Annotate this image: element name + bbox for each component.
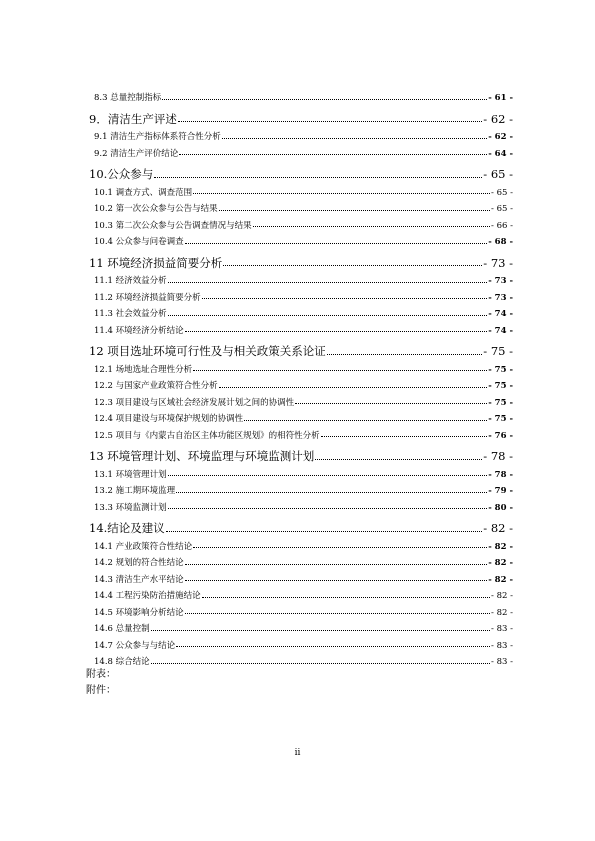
toc-section-entry[interactable] — [89, 391, 513, 408]
toc-entry-page: - 78 - — [483, 449, 513, 463]
toc-chapter-entry[interactable] — [89, 440, 513, 463]
toc-entry-page: - 83 - — [491, 624, 513, 634]
toc-chapter-entry[interactable] — [89, 247, 513, 270]
dot-leader — [185, 243, 488, 244]
dot-leader — [168, 282, 488, 283]
toc-entry-title: 10.2 第一次公众参与公告与结果 — [94, 204, 218, 214]
toc-entry-title: 9．清洁生产评述 — [89, 111, 177, 126]
dot-leader — [154, 177, 482, 178]
toc-entry-title: 12.4 项目建设与环境保护规划的协调性 — [94, 414, 244, 424]
toc-entry-page: - 82 - — [488, 574, 513, 585]
toc-section-entry[interactable] — [89, 214, 513, 231]
toc-entry-title: 8.3 总量控制指标 — [94, 93, 162, 103]
toc-section-entry[interactable] — [89, 86, 513, 103]
toc-entry-title: 12.2 与国家产业政策符合性分析 — [94, 381, 218, 391]
toc-section-entry[interactable] — [89, 650, 513, 667]
toc-chapter-entry[interactable] — [89, 512, 513, 535]
dot-leader — [151, 663, 490, 664]
dot-leader — [178, 121, 482, 122]
toc-section-entry[interactable] — [89, 125, 513, 142]
toc-entry-page: - 83 - — [491, 657, 513, 667]
toc-entry-page: - 82 - — [488, 541, 513, 552]
toc-entry-title: 13.3 环境监测计划 — [94, 502, 167, 513]
toc-entry-title: 14.2 规划的符合性结论 — [94, 558, 184, 568]
toc-section-entry[interactable] — [89, 617, 513, 634]
toc-entry-page: - 75 - — [483, 344, 513, 358]
toc-entry-page: - 73 - — [483, 255, 513, 270]
toc-entry-title: 12.1 场地选址合理性分析 — [94, 364, 193, 375]
toc-entry-title: 11.3 社会效益分析 — [94, 309, 167, 319]
toc-entry-title: 14.结论及建议 — [89, 521, 165, 535]
toc-entry-page: - 78 - — [488, 469, 513, 480]
toc-entry-page: - 65 - — [491, 187, 513, 198]
toc-entry-page: - 82 - — [488, 558, 513, 568]
appendix-tables-label: 附表： — [86, 668, 116, 680]
dot-leader — [168, 508, 488, 509]
toc-entry-title: 13 环境管理计划、环境监理与环境监测计划 — [89, 449, 315, 463]
toc-section-entry[interactable] — [89, 479, 513, 496]
toc-entry-page: - 65 - — [483, 167, 513, 181]
page-number: ii — [294, 748, 301, 758]
toc-section-entry[interactable] — [89, 358, 513, 375]
toc-section-entry[interactable] — [89, 601, 513, 618]
toc-section-entry[interactable] — [89, 634, 513, 651]
dot-leader — [321, 436, 488, 437]
toc-entry-title: 9.1 清洁生产指标体系符合性分析 — [94, 132, 221, 142]
toc-entry-title: 9.2 清洁生产评价结论 — [94, 148, 179, 159]
toc-entry-page: - 73 - — [488, 276, 513, 286]
dot-leader — [185, 613, 490, 614]
toc-entry-page: - 62 - — [483, 111, 513, 126]
dot-leader — [315, 459, 482, 460]
toc-entry-title: 10.4 公众参与问卷调查 — [94, 237, 184, 247]
toc-entry-title: 12.5 项目与《内蒙古自治区主体功能区规划》的相符性分析 — [94, 430, 320, 441]
dot-leader — [185, 564, 488, 565]
toc-entry-page: - 74 - — [488, 325, 513, 336]
toc-section-entry[interactable] — [89, 424, 513, 441]
toc-entry-title: 11.1 经济效益分析 — [94, 276, 167, 286]
toc-entry-page: - 61 - — [488, 93, 513, 103]
toc-entry-title: 10.公众参与 — [89, 167, 154, 181]
dot-leader — [166, 531, 482, 532]
toc-entry-page: - 76 - — [488, 430, 513, 441]
dot-leader — [185, 580, 488, 581]
toc-entry-page: - 82 - — [491, 607, 513, 618]
toc-section-entry[interactable] — [89, 181, 513, 198]
toc-entry-title: 14.1 产业政策符合性结论 — [94, 541, 193, 552]
toc-entry-page: - 82 - — [483, 521, 513, 535]
toc-entry-title: 11.4 环境经济分析结论 — [94, 325, 184, 336]
toc-entry-title: 10.3 第二次公众参与公告调查情况与结果 — [94, 220, 252, 231]
toc-chapter-entry[interactable] — [89, 158, 513, 181]
toc-section-entry[interactable] — [89, 230, 513, 247]
dot-leader — [162, 99, 487, 100]
toc-entry-page: - 74 - — [488, 309, 513, 319]
toc-entry-page: - 75 - — [488, 381, 513, 391]
dot-leader — [151, 630, 490, 631]
toc-section-entry[interactable] — [89, 551, 513, 568]
dot-leader — [244, 420, 487, 421]
toc-entry-title: 14.6 总量控制 — [94, 624, 150, 634]
toc-entry-page: - 82 - — [491, 591, 513, 601]
toc-entry-page: - 83 - — [491, 640, 513, 651]
toc-entry-title: 13.2 施工期环境监理 — [94, 486, 176, 496]
toc-entry-page: - 80 - — [488, 502, 513, 513]
appendix-files-label: 附件： — [86, 684, 116, 696]
toc-section-entry[interactable] — [89, 463, 513, 480]
dot-leader — [219, 387, 488, 388]
dot-leader — [295, 403, 487, 404]
dot-leader — [202, 597, 490, 598]
dot-leader — [222, 138, 487, 139]
toc-entry-title: 12 项目选址环境可行性及与相关政策关系论证 — [89, 344, 326, 358]
toc-section-entry[interactable] — [89, 319, 513, 336]
dot-leader — [193, 193, 490, 194]
toc-entry-title: 11 环境经济损益简要分析 — [89, 255, 223, 270]
toc-entry-title: 10.1 调查方式、调查范围 — [94, 187, 193, 198]
toc-entry-title: 12.3 项目建设与区域社会经济发展计划之间的协调性 — [94, 397, 295, 408]
toc-entry-page: - 73 - — [488, 292, 513, 303]
dot-leader — [193, 547, 487, 548]
toc-entry-page: - 68 - — [488, 237, 513, 247]
toc-section-entry[interactable] — [89, 496, 513, 513]
dot-leader — [176, 646, 490, 647]
toc-section-entry[interactable] — [89, 302, 513, 319]
toc-chapter-entry[interactable] — [89, 335, 513, 358]
toc-section-entry[interactable] — [89, 568, 513, 585]
toc-entry-title: 14.7 公众参与与结论 — [94, 640, 176, 651]
toc-entry-page: - 75 - — [488, 364, 513, 375]
dot-leader — [179, 154, 487, 155]
dot-leader — [168, 315, 488, 316]
toc-section-entry[interactable] — [89, 584, 513, 601]
toc-entry-page: - 65 - — [491, 204, 513, 214]
toc-section-entry[interactable] — [89, 407, 513, 424]
toc-entry-title: 14.5 环境影响分析结论 — [94, 607, 184, 618]
toc-section-entry[interactable] — [89, 269, 513, 286]
toc-entry-page: - 75 - — [488, 397, 513, 408]
toc-section-entry[interactable] — [89, 286, 513, 303]
toc-section-entry[interactable] — [89, 535, 513, 552]
table-of-contents — [86, 86, 513, 699]
toc-entry-title: 13.1 环境管理计划 — [94, 469, 167, 480]
dot-leader — [253, 226, 490, 227]
dot-leader — [327, 354, 482, 355]
toc-section-entry[interactable] — [89, 374, 513, 391]
dot-leader — [219, 210, 490, 211]
toc-entry-page: - 75 - — [488, 414, 513, 424]
toc-entry-page: - 62 - — [488, 132, 513, 142]
toc-entry-title: 14.4 工程污染防治措施结论 — [94, 591, 201, 601]
toc-chapter-entry[interactable] — [89, 103, 513, 126]
dot-leader — [185, 331, 488, 332]
toc-entry-page: - 64 - — [488, 148, 513, 159]
dot-leader — [193, 370, 487, 371]
toc-entry-page: - 79 - — [488, 486, 513, 496]
dot-leader — [176, 492, 487, 493]
toc-section-entry[interactable] — [89, 197, 513, 214]
dot-leader — [202, 298, 488, 299]
toc-section-entry[interactable] — [89, 142, 513, 159]
dot-leader — [223, 265, 482, 266]
toc-entry-title: 14.8 综合结论 — [94, 657, 150, 667]
toc-entry-page: - 66 - — [491, 220, 513, 231]
toc-entry-title: 11.2 环境经济损益简要分析 — [94, 292, 201, 303]
toc-entry-title: 14.3 清洁生产水平结论 — [94, 574, 184, 585]
dot-leader — [168, 475, 488, 476]
